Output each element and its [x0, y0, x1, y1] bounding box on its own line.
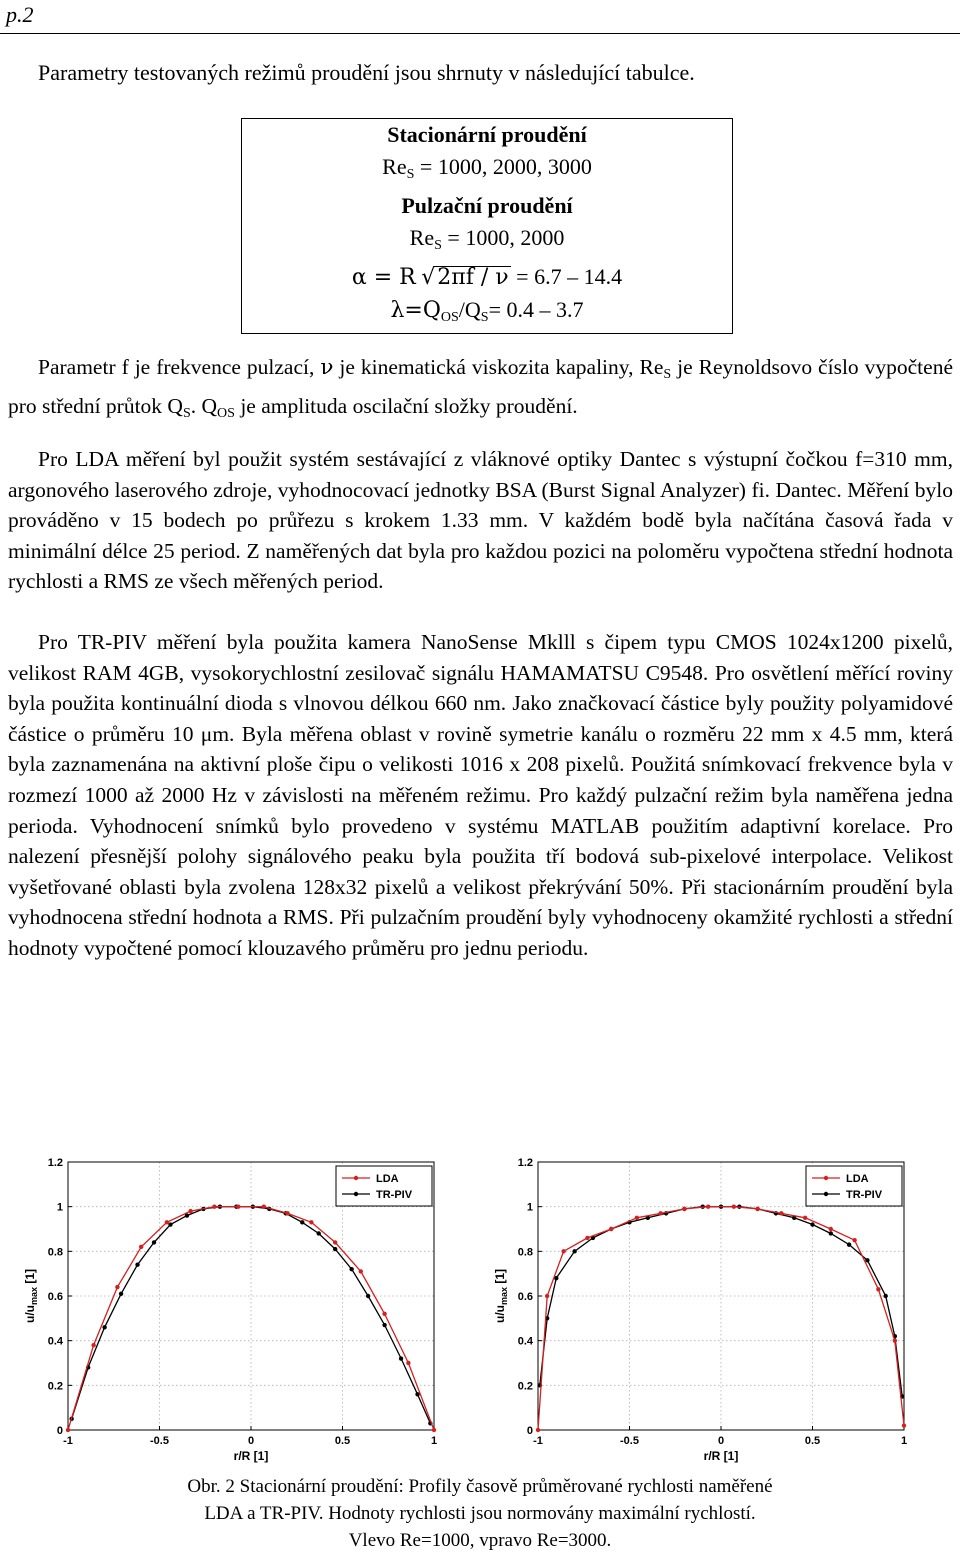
data-point-lda	[309, 1220, 313, 1224]
y-tick-label: 0.2	[517, 1380, 533, 1393]
data-point-trpiv	[884, 1294, 888, 1298]
velocity-profile-chart-left	[20, 1140, 470, 1470]
x-axis-label: r/R [1]	[703, 1449, 739, 1463]
data-point-lda	[212, 1204, 216, 1208]
table-row-pulsating: Pulzační proudění	[401, 193, 573, 218]
data-point-lda	[236, 1204, 240, 1208]
paragraph-parameters: Parametr f je frekvence pulzací, ν je kinematická viskozita kapaliny, $Re_S$ je Reynoldsovo číslo vypočtené pro střední průtok $Q_S$. $Q_{OS}$ je amplituda oscilační složky proudění.	[8, 355, 953, 421]
data-point-lda	[658, 1211, 662, 1215]
data-point-lda	[609, 1227, 613, 1231]
caption-line-1: Obr. 2 Stacionární proudění: Profily časově průměrované rychlosti naměřené	[187, 1476, 773, 1497]
table-row-re-stationary: $Re_S = 1000$, 2000, 3000	[382, 153, 592, 182]
legend-marker-trpiv	[824, 1192, 828, 1196]
data-point-lda	[406, 1361, 410, 1365]
table-row-lambda: $\lambda=Q_{OS}/Q_S= 0.4 - 3.7$	[390, 296, 584, 325]
data-point-lda	[682, 1207, 686, 1211]
x-tick-label: -0.5	[620, 1435, 639, 1447]
x-tick-label: 0.5	[334, 1435, 351, 1447]
y-tick-label: 0	[526, 1425, 533, 1437]
x-axis-label: r/R [1]	[233, 1449, 269, 1463]
data-point-trpiv	[333, 1247, 337, 1251]
data-point-lda	[333, 1240, 337, 1244]
data-point-lda	[852, 1238, 856, 1242]
x-tick-label: -0.5	[150, 1435, 169, 1447]
table-row-re-pulsating: $Re_S = 1000$, 2000	[409, 224, 565, 253]
data-point-lda	[706, 1204, 710, 1208]
y-tick-label: 0.6	[517, 1291, 533, 1303]
page-label: p.2	[6, 2, 34, 27]
data-point-lda	[165, 1220, 169, 1224]
caption-line-2: LDA a TR-PIV. Hodnoty rychlosti jsou normovány maximální rychlostí.	[204, 1503, 756, 1524]
data-point-trpiv	[135, 1263, 139, 1267]
data-point-trpiv	[317, 1231, 321, 1235]
data-point-trpiv	[829, 1231, 833, 1235]
y-axis-label: $u/u_{max}$ [1]	[493, 1268, 509, 1324]
y-tick-label: 1.2	[47, 1157, 63, 1169]
data-point-lda	[829, 1227, 833, 1231]
data-point-trpiv	[382, 1323, 386, 1327]
data-point-lda	[536, 1428, 540, 1432]
data-point-trpiv	[865, 1258, 869, 1262]
data-point-trpiv	[119, 1292, 123, 1296]
data-point-trpiv	[399, 1356, 403, 1360]
data-point-lda	[382, 1312, 386, 1316]
table-row-stationary: Stacionární proudění	[387, 122, 587, 147]
data-point-lda	[779, 1211, 783, 1215]
x-tick-label: 0	[247, 1435, 255, 1447]
y-tick-label: 0.8	[47, 1246, 63, 1259]
y-tick-label: 1	[56, 1201, 63, 1214]
data-point-lda	[893, 1338, 897, 1342]
data-point-lda	[91, 1343, 95, 1347]
x-tick-label: 1	[900, 1435, 908, 1447]
legend-label-lda: LDA	[376, 1173, 399, 1185]
y-tick-label: 1	[526, 1201, 533, 1214]
data-point-lda	[803, 1216, 807, 1220]
legend-marker-trpiv	[354, 1192, 358, 1196]
paragraph-trpiv: Pro TR-PIV měření byla použita kamera NanoSense Mklll s čipem typu CMOS 1024x1200 pixelů, velikost RAM 4GB, vysokorychlostní zesilovač signálu HAMAMATSU C9548. Pro osvětlení měřící roviny byla použita kontinuální dioda s vlnovou délkou 660 nm. Jako značkovací částice byly použity polyamidové částice o průměru 10 μm. Byla měřena oblast v rovině symetrie kanálu o rozměru 22 mm x 4.5 mm, která byla zaznamenána na aktivní ploše čipu o velikosti 1016 x 208 pixelů. Použitá snímkovací frekvence byla v rozmezí 1000 až 2000 Hz v závislosti na měřeném režimu. Pro každý pulzační režim byla naměřena jedna perioda. Vyhodnocení snímků bylo provedeno v systému MATLAB použitím adaptivní korelace. Pro nalezení přesnější polohy signálového peaku byla použita tří bodová sub-pixelové interpolace. Velikost vyšetřované oblasti byla zvolena 128x32 pixelů a velikost překrývání 50%. Při stacionárním proudění byla vyhodnocena střední hodnota a RMS. Při pulzačním proudění byly vyhodnoceny okamžité rychlosti a střední hodnoty vypočtené pomocí klouzavého průměru pro jednu periodu.	[8, 630, 953, 960]
legend-label-lda: LDA	[846, 1173, 869, 1185]
x-tick-label: 1	[430, 1435, 438, 1447]
data-point-trpiv	[349, 1267, 353, 1271]
data-point-lda	[635, 1216, 639, 1220]
x-tick-label: -1	[63, 1435, 73, 1447]
table-row-womersley: α = R √2πf / ν = 6.7 – 14.4	[351, 264, 623, 290]
y-tick-label: 1.2	[517, 1157, 533, 1169]
velocity-profile-chart-right	[490, 1140, 940, 1470]
data-point-trpiv	[102, 1325, 106, 1329]
y-tick-label: 0	[56, 1425, 63, 1437]
y-tick-label: 0.2	[47, 1380, 63, 1393]
legend-marker-lda	[824, 1176, 828, 1180]
legend-label-trpiv: TR-PIV	[376, 1189, 413, 1201]
y-tick-label: 0.4	[517, 1335, 533, 1348]
data-point-lda	[359, 1269, 363, 1273]
legend-marker-lda	[354, 1176, 358, 1180]
parameters-table	[241, 118, 733, 334]
y-tick-label: 0.4	[47, 1335, 63, 1348]
data-point-lda	[902, 1423, 906, 1427]
header-rule	[0, 33, 960, 34]
data-point-lda	[755, 1207, 759, 1211]
data-point-trpiv	[168, 1222, 172, 1226]
data-point-lda	[732, 1204, 736, 1208]
data-point-lda	[188, 1209, 192, 1213]
data-point-lda	[262, 1204, 266, 1208]
data-point-lda	[432, 1428, 436, 1432]
paragraph-lda: Pro LDA měření byl použit systém sestávající z vláknové optiky Dantec s výstupní čočkou f=310 mm, argonového laserového zdroje, vyhodnocovací jednotky BSA (Burst Signal Analyzer) fi. Dantec. Měření bylo prováděno v 15 bodech po průřezu s krokem 1.33 mm. V každém bodě byla načítána časová řada v minimální délce 25 period. Z naměřených dat byla pro každou pozici na poloměru vypočtena střední hodnota rychlosti a RMS ze všech měřených period.	[8, 447, 953, 594]
intro-text: Parametry testovaných režimů proudění jsou shrnuty v následující tabulce.	[38, 60, 695, 85]
legend-label-trpiv: TR-PIV	[846, 1189, 883, 1201]
data-point-trpiv	[572, 1249, 576, 1253]
data-point-trpiv	[847, 1242, 851, 1246]
x-tick-label: 0.5	[804, 1435, 821, 1447]
caption-line-3: Vlevo Re=1000, vpravo Re=3000.	[348, 1530, 612, 1551]
data-point-lda	[545, 1294, 549, 1298]
data-point-lda	[66, 1428, 70, 1432]
figure-caption	[0, 1473, 960, 1554]
data-point-trpiv	[300, 1220, 304, 1224]
data-point-lda	[115, 1285, 119, 1289]
x-tick-label: -1	[533, 1435, 543, 1447]
data-point-lda	[285, 1211, 289, 1215]
data-point-lda	[139, 1245, 143, 1249]
x-tick-label: 0	[717, 1435, 725, 1447]
y-tick-label: 0.6	[47, 1291, 63, 1303]
data-point-trpiv	[366, 1294, 370, 1298]
data-point-lda	[876, 1287, 880, 1291]
data-point-lda	[561, 1249, 565, 1253]
y-tick-label: 0.8	[517, 1246, 533, 1259]
y-axis-label: $u/u_{max}$ [1]	[23, 1268, 39, 1324]
data-point-lda	[585, 1236, 589, 1240]
data-point-trpiv	[810, 1222, 814, 1226]
data-point-trpiv	[152, 1240, 156, 1244]
